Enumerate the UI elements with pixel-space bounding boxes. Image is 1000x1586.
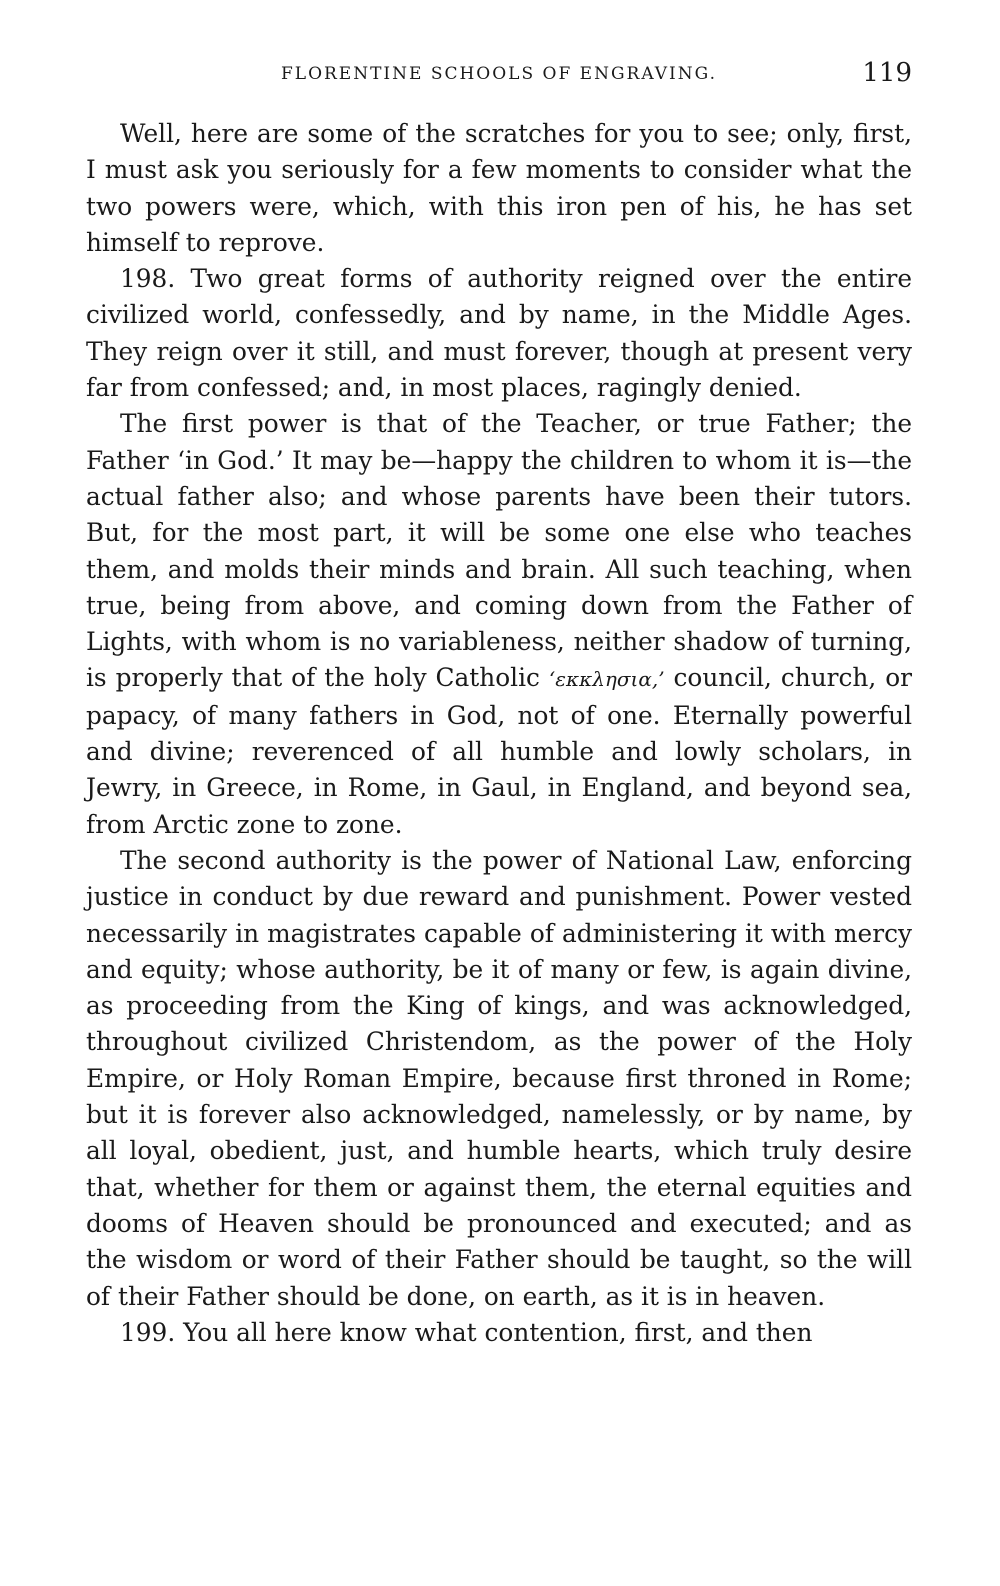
paragraph-199: 199. You all here know what contention, first, and then <box>120 1317 813 1347</box>
body-text <box>86 116 912 1351</box>
paragraph-text: The first power is that of the Teacher, or true Father; the Father ‘in God.’ It may be—happy the children to whom it is—the actual father also; and whose parents have been their tutors. But, for the most part, it will be some one else who teaches them, and molds their minds and brain. All such teaching, when true, being from above, and coming down from the Father of Lights, with whom is no variableness, neither shadow of turning, is properly that of the holy Catholic <box>86 409 912 693</box>
page-number: 119 <box>862 58 912 88</box>
greek-word: ‘εκκλησια,’ <box>548 667 665 692</box>
paragraph-second-authority: The second authority is the power of National Law, enforcing justice in conduct by due reward and punishment. Power vested necessarily in magistrates capable of administering it with mercy and equity; whose authority, be it of many or few, is again divine, as proceeding from the King of kings, and was acknowledged, throughout civilized Christendom, as the power of the Holy Empire, or Holy Roman Empire, because first throned in Rome; but it is forever also acknowledged, namelessly, or by name, by all loyal, obedient, just, and humble hearts, which truly desire that, whether for them or against them, the eternal equities and dooms of Heaven should be pronounced and executed; and as the wisdom or word of their Father should be taught, so the will of their Father should be done, on earth, as it is in heaven. <box>86 845 912 1311</box>
paragraph-first-power <box>86 406 912 843</box>
book-page <box>86 58 912 1351</box>
running-head <box>86 58 912 98</box>
running-title: FLORENTINE SCHOOLS OF ENGRAVING. <box>280 64 718 84</box>
paragraph-text: council, church, or papacy, of many fathers in God, not of one. Eternally powerful and divine; reverenced of all humble and lowly scholars, in Jewry, in Greece, in Rome, in Gaul, in England, and beyond sea, from Arctic zone to zone. <box>86 663 913 839</box>
paragraph-198: 198. Two great forms of authority reigned over the entire civilized world, confessedly, and by name, in the Middle Ages. They reign over it still, and must forever, though at present very far from confessed; and, in most places, ragingly denied. <box>86 264 912 403</box>
paragraph-scratches: Well, here are some of the scratches for you to see; only, first, I must ask you seriously for a few moments to consider what the two powers were, which, with this iron pen of his, he has set himself to reprove. <box>86 119 912 257</box>
